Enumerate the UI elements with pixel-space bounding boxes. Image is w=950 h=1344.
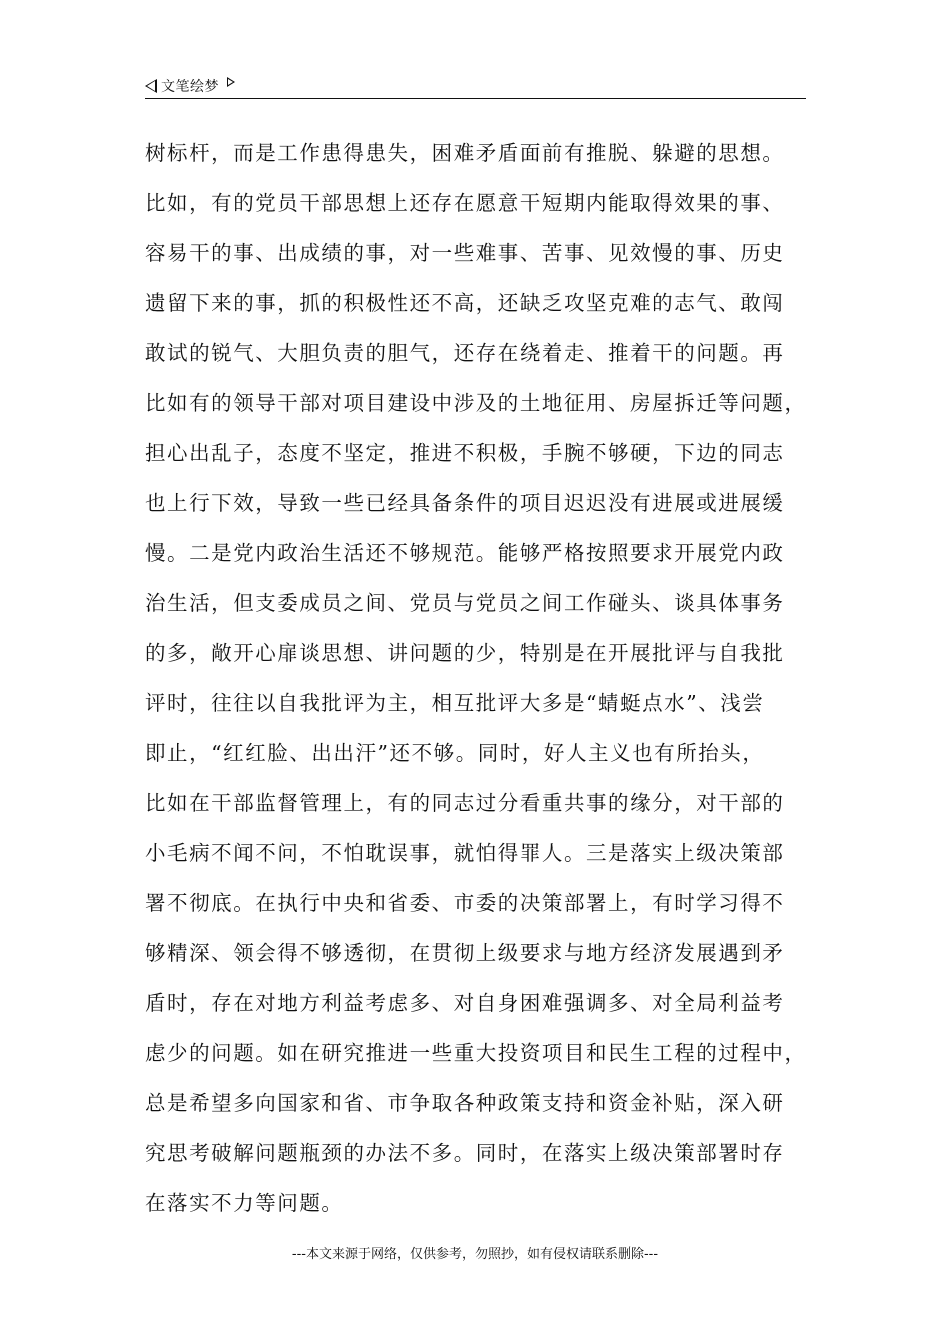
text-line: 慢。二是党内政治生活还不够规范。能够严格按照要求开展党内政 [145, 541, 785, 565]
text-line: 树标杆，而是工作患得患失，困难矛盾面前有推脱、躲避的思想。 [145, 141, 785, 165]
page-footer-disclaimer: ---本文来源于网络，仅供参考，勿照抄，如有侵权请联系删除--- [291, 1247, 659, 1262]
triangle-right-icon [227, 77, 235, 87]
header-divider [145, 98, 806, 99]
text-line: 敢试的锐气、大胆负责的胆气，还存在绕着走、推着干的问题。再 [145, 341, 785, 365]
text-line: 盾时，存在对地方利益考虑多、对自身困难强调多、对全局利益考 [145, 991, 785, 1015]
text-line: 即止，“红红脸、出出汗”还不够。同时，好人主义也有所抬头， [145, 741, 765, 765]
text-line: 比如，有的党员干部思想上还存在愿意干短期内能取得效果的事、 [145, 191, 785, 215]
text-line: 也上行下效，导致一些已经具备条件的项目迟迟没有进展或进展缓 [145, 491, 785, 515]
text-line: 容易干的事、出成绩的事，对一些难事、苦事、见效慢的事、历史 [145, 241, 785, 265]
text-line: 担心出乱子，态度不坚定，推进不积极，手腕不够硬，下边的同志 [145, 441, 785, 465]
text-line: 署不彻底。在执行中央和省委、市委的决策部署上，有时学习得不 [145, 891, 785, 915]
text-line: 比如有的领导干部对项目建设中涉及的土地征用、房屋拆迁等问题， [145, 391, 807, 415]
text-line: 够精深、领会得不够透彻，在贯彻上级要求与地方经济发展遇到矛 [145, 941, 785, 965]
body-paragraph [145, 128, 817, 1228]
text-line: 遗留下来的事，抓的积极性还不高，还缺乏攻坚克难的志气、敢闯 [145, 291, 785, 315]
text-line: 小毛病不闻不问，不怕耽误事，就怕得罪人。三是落实上级决策部 [145, 841, 785, 865]
text-line: 的多，敞开心扉谈思想、讲问题的少，特别是在开展批评与自我批 [145, 641, 785, 665]
page-header [145, 74, 806, 98]
text-line: 比如在干部监督管理上，有的同志过分看重共事的缘分，对干部的 [145, 791, 785, 815]
text-line: 究思考破解问题瓶颈的办法不多。同时，在落实上级决策部署时存 [145, 1141, 785, 1165]
triangle-left-icon [145, 79, 157, 93]
text-line: 在落实不力等问题。 [145, 1191, 344, 1215]
text-line: 虑少的问题。如在研究推进一些重大投资项目和民生工程的过程中， [145, 1041, 807, 1065]
text-line: 总是希望多向国家和省、市争取各种政策支持和资金补贴，深入研 [145, 1091, 785, 1115]
text-line: 治生活，但支委成员之间、党员与党员之间工作碰头、谈具体事务 [145, 591, 785, 615]
header-title: 文笔绘梦 [161, 79, 219, 95]
text-line: 评时，往往以自我批评为主，相互批评大多是“蜻蜓点水”、浅尝 [145, 691, 765, 715]
